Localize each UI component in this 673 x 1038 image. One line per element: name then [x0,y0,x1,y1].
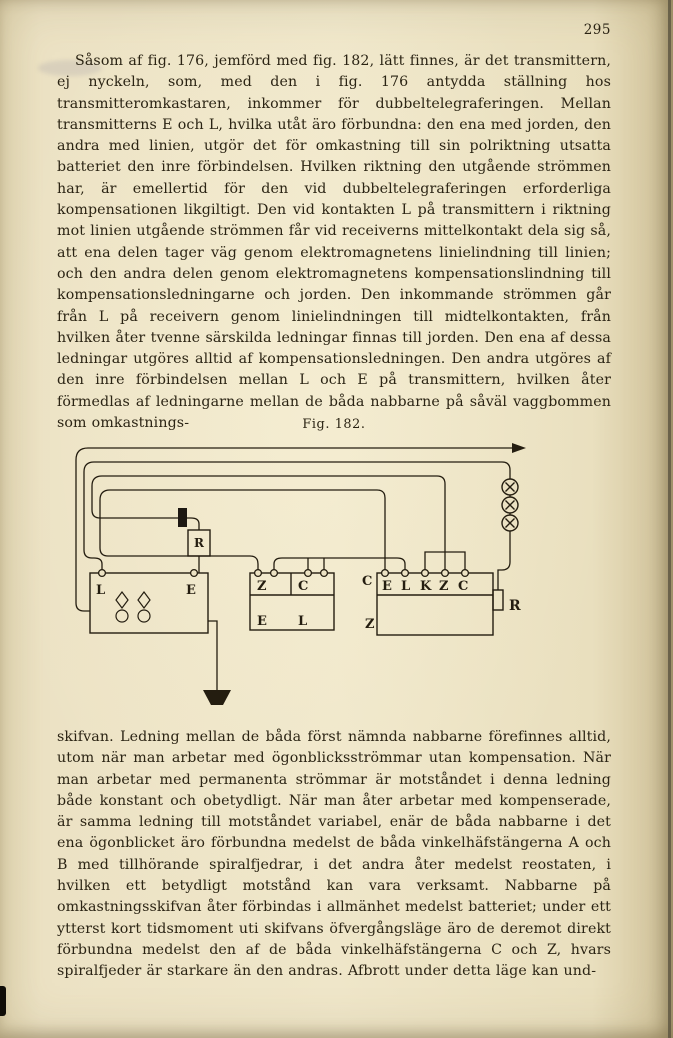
label-resistor-R: R [194,536,204,550]
label-left-L: L [96,583,106,598]
left-component-box [90,573,208,633]
page-edge-shadow [668,0,671,1038]
label-between-C: C [362,574,373,589]
relay-mechanism [116,592,150,622]
label-right-K: K [420,579,432,594]
label-mid-Z: Z [257,579,267,594]
ink-blot [0,986,6,1016]
label-right-C: C [458,579,469,594]
lamp-to-bracket [498,531,510,590]
right-component-box [377,573,493,635]
figure-182 [62,438,542,718]
page-number: 295 [583,22,611,38]
ground-symbol [203,690,231,705]
label-mid-C: C [298,579,309,594]
label-right-L: L [401,579,411,594]
label-right-Z: Z [439,579,449,594]
bus-to-lamps [84,462,510,570]
circuit-diagram [62,438,542,718]
label-mid-E: E [257,614,267,629]
label-left-E: E [186,583,196,598]
ground-wire [208,621,217,690]
battery-block [178,508,187,527]
indicator-lamps [502,479,518,531]
label-right-R: R [509,598,521,614]
body-paragraph-1: Såsom af fig. 176, jemförd med fig. 182, lätt finnes, är det transmittern, ej nyckeln, som, med den i fig. 176 antydda ställning hos transmitteromkastaren, inkommer för dubbeltelegraferingen. Mellan transmitterns E och L, hvilka utåt äro förbundna: den ena med jorden, den andra med linien, utgör det för omkastning till sin polriktning utsatta batteriet den inre förbindelsen. Hvilken riktning den utgående strömmen har, är emellertid för den vid dubbeltelegraferingen erforderliga kompensationen likgiltigt. Den vid kontakten L på transmittern i riktning mot linien utgående strömmen får vid receiverns mittelkontakt dela sig så, att ena delen tager väg genom elektromagnetens linielindning till linien; och den andra delen genom elektromagnetens kompensationslindning till kompensationsledningarne och jorden. Den inkommande strömmen går från L på receivern genom linielindningen till midtelkontakten, från hvilken åter tvenne särskilda ledningar finnas till jorden. Den ena af dessa ledningar utgöres alltid af kompensationsledningen. Den andra utgöres af den inre förbindelsen mellan L och E på transmittern, hvilken åter förmedlas af ledningarne mellan de båda nabbarne på såväl vaggbommen som omkastnings- [57,53,611,432]
arrowhead-icon [512,443,526,453]
label-bottom-Z: Z [365,617,375,632]
label-right-E: E [382,579,392,594]
label-mid-L: L [298,614,308,629]
body-paragraph-2: skifvan. Ledning mellan de båda först nämnda nabbarne förefinnes alltid, utom när man arbetar med ögonblicksströmmar utan kompensation. När man arbetar med permanenta strömmar är motståndet i denna ledning både konstant och obetydligt. När man åter arbetar med kompenserade, är samma ledning till motståndet variabel, enär de båda nabbarne i det ena ögonblicket äro förbundna medelst de båda vinkelhäfstängerna A och B med tillhörande spiralfjedrar, i det andra åter medelst reostaten, i hvilken ett betydligt motstånd kan vara verksamt. Nabbarne på omkastningsskifvan åter förbindas i allmänhet medelst batteriet; under ett ytterst kort tidsmoment uti skifvans öfvergångsläge äro de deremot direkt förbundna medelst den af de båda vinkelhäfstängerna C och Z, hvars spiralfjeder är starkare än den andras. Afbrott under detta läge kan und- [57,729,611,980]
figure-caption: Fig. 182. [302,417,366,432]
bracket-clip [493,590,503,610]
